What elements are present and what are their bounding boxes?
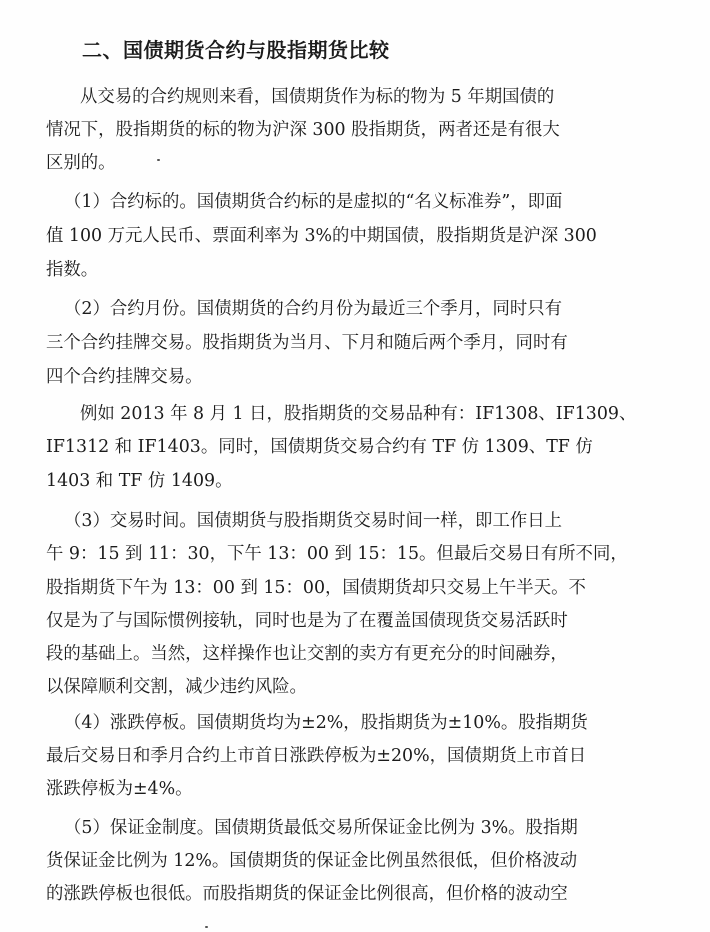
line-text: 货保证金比例为 12%。国债期货的保证金比例虽然很低，但价格波动 bbox=[46, 851, 578, 871]
line-text: 股指期货下午为 13：00 到 15：00，国债期货却只交易上午半天。不 bbox=[46, 578, 586, 598]
line-text: （1）合约标的。国债期货合约标的是虚拟的“名义标准券”，即面 bbox=[64, 192, 563, 212]
paragraph-line bbox=[0, 608, 710, 634]
paragraph-line bbox=[0, 150, 710, 176]
paragraph-line bbox=[0, 84, 710, 110]
line-text: 例如 2013 年 8 月 1 日，股指期货的交易品种有：IF1308、IF1309、 bbox=[80, 404, 637, 424]
line-text: IF1312 和 IF1403。同时，国债期货交易合约有 TF 仿 1309、TF 仿 bbox=[46, 437, 593, 457]
line-text: 以保障顺利交割，减少违约风险。 bbox=[46, 677, 307, 697]
paragraph-line bbox=[0, 257, 710, 283]
paragraph-line bbox=[0, 674, 710, 700]
line-text: 情况下，股指期货的标的物为沪深 300 股指期货，两者还是有很大 bbox=[46, 120, 560, 140]
paragraph-line bbox=[0, 776, 710, 802]
paragraph-line bbox=[0, 743, 710, 769]
line-text: 从交易的合约规则来看，国债期货作为标的物为 5 年期国债的 bbox=[80, 87, 555, 107]
line-text: 值 100 万元人民币、票面利率为 3%的中期国债，股指期货是沪深 300 bbox=[46, 226, 597, 246]
paragraph-line bbox=[0, 401, 710, 427]
line-text: 仅是为了与国际惯例接轨，同时也是为了在覆盖国债现货交易活跃时 bbox=[46, 611, 568, 631]
section-heading: 二、国债期货合约与股指期货比较 bbox=[82, 38, 390, 62]
paragraph-line bbox=[0, 434, 710, 460]
line-text: 涨跌停板为±4%。 bbox=[46, 779, 193, 799]
paragraph-line bbox=[0, 223, 710, 249]
paragraph-line bbox=[0, 296, 710, 322]
line-text: 三个合约挂牌交易。股指期货为当月、下月和随后两个季月，同时有 bbox=[46, 333, 568, 353]
scan-speck bbox=[205, 926, 208, 928]
paragraph-line bbox=[0, 468, 710, 494]
paragraph-line bbox=[0, 189, 710, 215]
line-text: 午 9：15 到 11：30，下午 13：00 到 15：15。但最后交易日有所不同， bbox=[46, 544, 628, 564]
paragraph-line bbox=[0, 330, 710, 356]
line-text: （4）涨跌停板。国债期货均为±2%，股指期货为±10%。股指期货 bbox=[64, 713, 588, 733]
line-text: 段的基础上。当然，这样操作也让交割的卖方有更充分的时间融券， bbox=[46, 644, 568, 664]
paragraph-line bbox=[0, 364, 710, 390]
paragraph-line bbox=[0, 815, 710, 841]
paragraph-line bbox=[0, 508, 710, 534]
paragraph-line bbox=[0, 710, 710, 736]
line-text: 最后交易日和季月合约上市首日涨跌停板为±20%，国债期货上市首日 bbox=[46, 746, 587, 766]
line-text: （2）合约月份。国债期货的合约月份为最近三个季月，同时只有 bbox=[64, 299, 563, 319]
paragraph-line bbox=[0, 575, 710, 601]
paragraph-line bbox=[0, 848, 710, 874]
paragraph-line bbox=[0, 881, 710, 907]
line-text: 1403 和 TF 仿 1409。 bbox=[46, 471, 233, 491]
paragraph-line bbox=[0, 641, 710, 667]
paragraph-line bbox=[0, 541, 710, 567]
paragraph-line bbox=[0, 117, 710, 143]
line-text: 四个合约挂牌交易。 bbox=[46, 367, 203, 387]
line-text: （5）保证金制度。国债期货最低交易所保证金比例为 3%。股指期 bbox=[64, 818, 578, 838]
scan-speck bbox=[157, 159, 160, 161]
line-text: 区别的。 bbox=[46, 153, 116, 173]
line-text: （3）交易时间。国债期货与股指期货交易时间一样，即工作日上 bbox=[64, 511, 563, 531]
line-text: 指数。 bbox=[46, 260, 99, 280]
line-text: 的涨跌停板也很低。而股指期货的保证金比例很高，但价格的波动空 bbox=[46, 884, 568, 904]
